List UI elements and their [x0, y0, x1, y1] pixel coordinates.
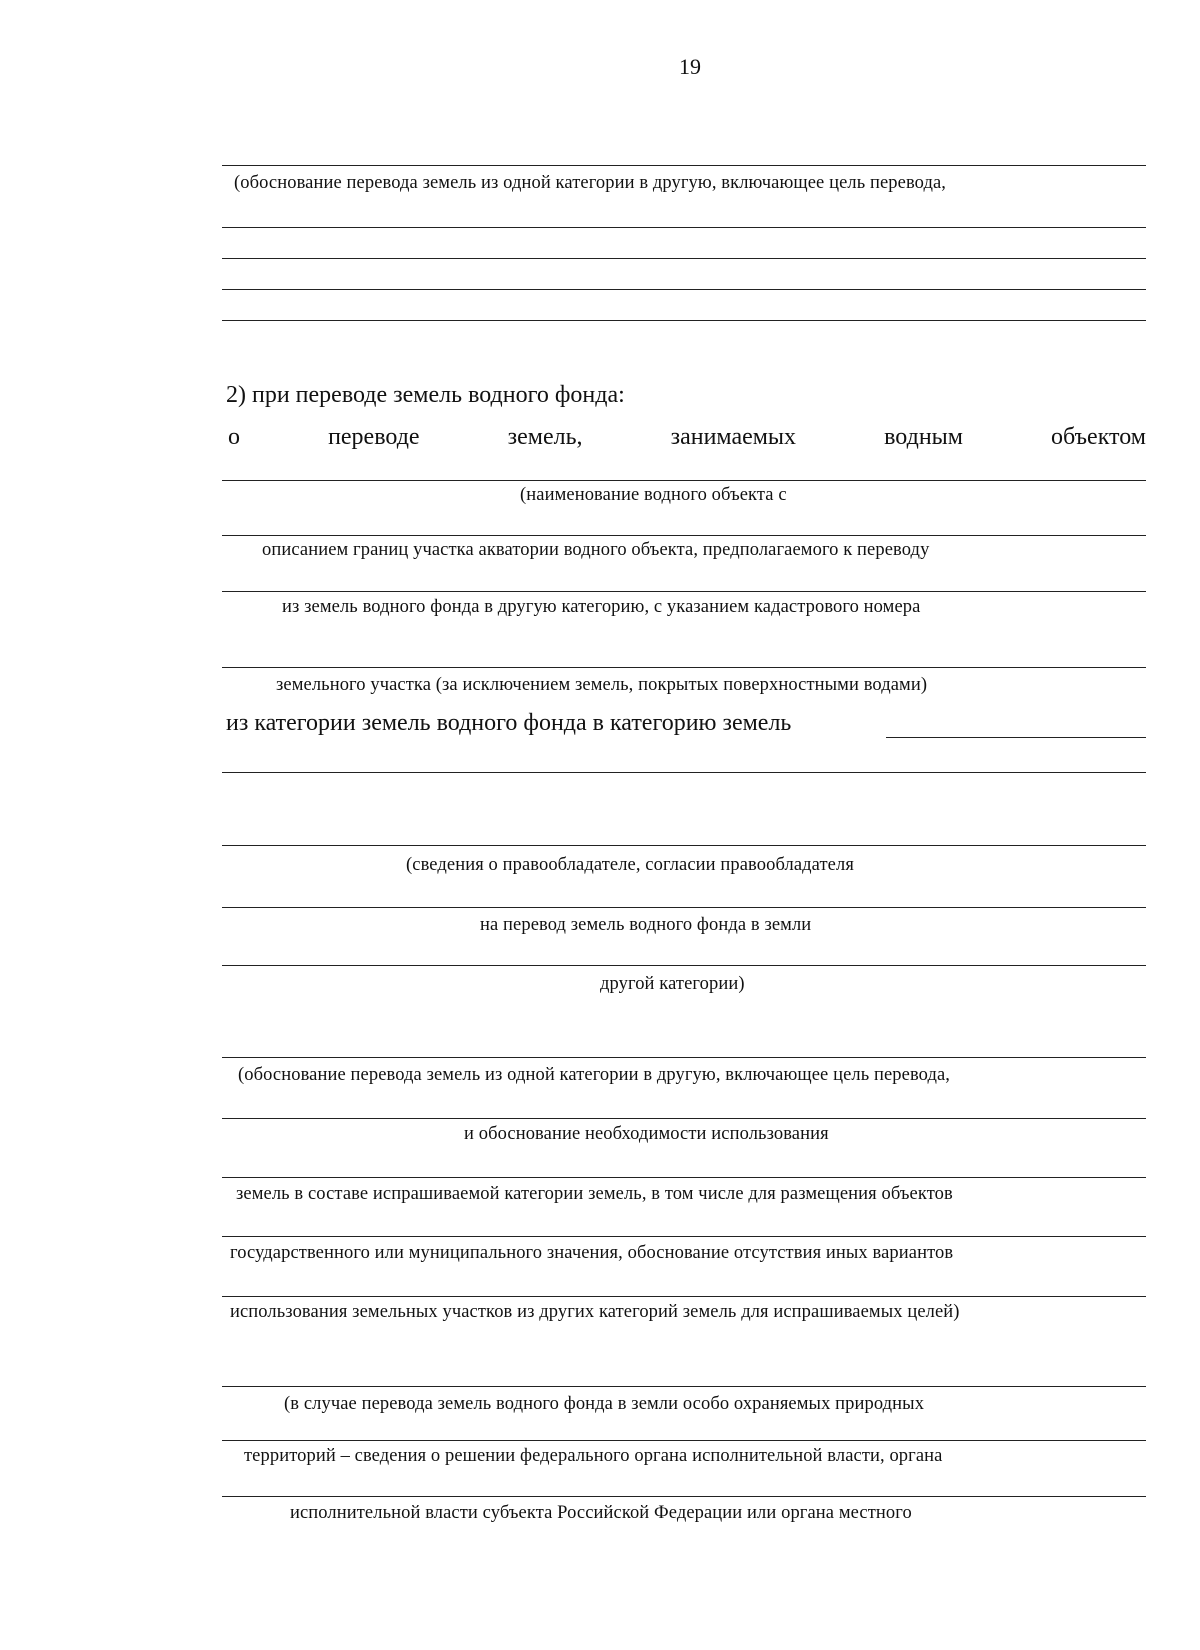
- justification-caption: (обоснование перевода земель из одной категории в другую, включающее цель перевода,: [234, 173, 947, 193]
- fill-line: [222, 258, 1146, 259]
- fill-line: [222, 1177, 1146, 1178]
- fill-line: [222, 1057, 1146, 1058]
- fill-line: [222, 165, 1146, 166]
- intro-word: переводе: [328, 424, 420, 450]
- fill-line: [222, 907, 1146, 908]
- fill-line: [222, 845, 1146, 846]
- intro-line: [228, 424, 1146, 451]
- fill-line: [222, 965, 1146, 966]
- fill-line: [222, 480, 1146, 481]
- intro-word: водным: [884, 424, 963, 450]
- fill-line: [222, 535, 1146, 536]
- water-object-caption: из земель водного фонда в другую категорию, с указанием кадастрового номера: [282, 597, 921, 617]
- fill-line: [222, 1440, 1146, 1441]
- fill-line: [222, 227, 1146, 228]
- justification-caption: (обоснование перевода земель из одной категории в другую, включающее цель перевода,: [238, 1065, 951, 1085]
- fill-line: [222, 667, 1146, 668]
- page-number: 19: [679, 54, 701, 79]
- intro-word: объектом: [1051, 424, 1146, 450]
- water-object-caption: описанием границ участка акватории водного объекта, предполагаемого к переводу: [262, 540, 930, 560]
- owner-caption: другой категории): [600, 974, 745, 994]
- intro-word: о: [228, 424, 240, 450]
- protected-caption: (в случае перевода земель водного фонда в земли особо охраняемых природных: [284, 1394, 925, 1414]
- fill-line: [222, 289, 1146, 290]
- justification-caption: использования земельных участков из других категорий земель для испрашиваемых целей): [230, 1302, 960, 1322]
- fill-line: [222, 1236, 1146, 1237]
- section-heading: 2) при переводе земель водного фонда:: [226, 382, 625, 408]
- water-object-caption: (наименование водного объекта с: [520, 485, 787, 505]
- justification-caption: государственного или муниципального значения, обоснование отсутствия иных вариантов: [230, 1243, 954, 1263]
- fill-line: [222, 320, 1146, 321]
- justification-caption: и обоснование необходимости использования: [464, 1124, 829, 1144]
- fill-line: [222, 772, 1146, 773]
- fill-line: [222, 1496, 1146, 1497]
- fill-line: [222, 591, 1146, 592]
- category-line: из категории земель водного фонда в категорию земель: [226, 710, 792, 736]
- intro-word: земель,: [507, 424, 583, 450]
- protected-caption: исполнительной власти субъекта Российской Федерации или органа местного: [290, 1503, 912, 1523]
- fill-line: [222, 1386, 1146, 1387]
- water-object-caption: земельного участка (за исключением земель, покрытых поверхностными водами): [276, 675, 928, 695]
- justification-caption: земель в составе испрашиваемой категории земель, в том числе для размещения объектов: [236, 1184, 953, 1204]
- intro-word: занимаемых: [670, 424, 797, 450]
- fill-line: [222, 1118, 1146, 1119]
- protected-caption: территорий – сведения о решении федерального органа исполнительной власти, органа: [244, 1446, 943, 1466]
- owner-caption: (сведения о правообладателе, согласии правообладателя: [406, 855, 854, 875]
- category-fill-line: [886, 737, 1146, 738]
- owner-caption: на перевод земель водного фонда в земли: [480, 915, 812, 935]
- fill-line: [222, 1296, 1146, 1297]
